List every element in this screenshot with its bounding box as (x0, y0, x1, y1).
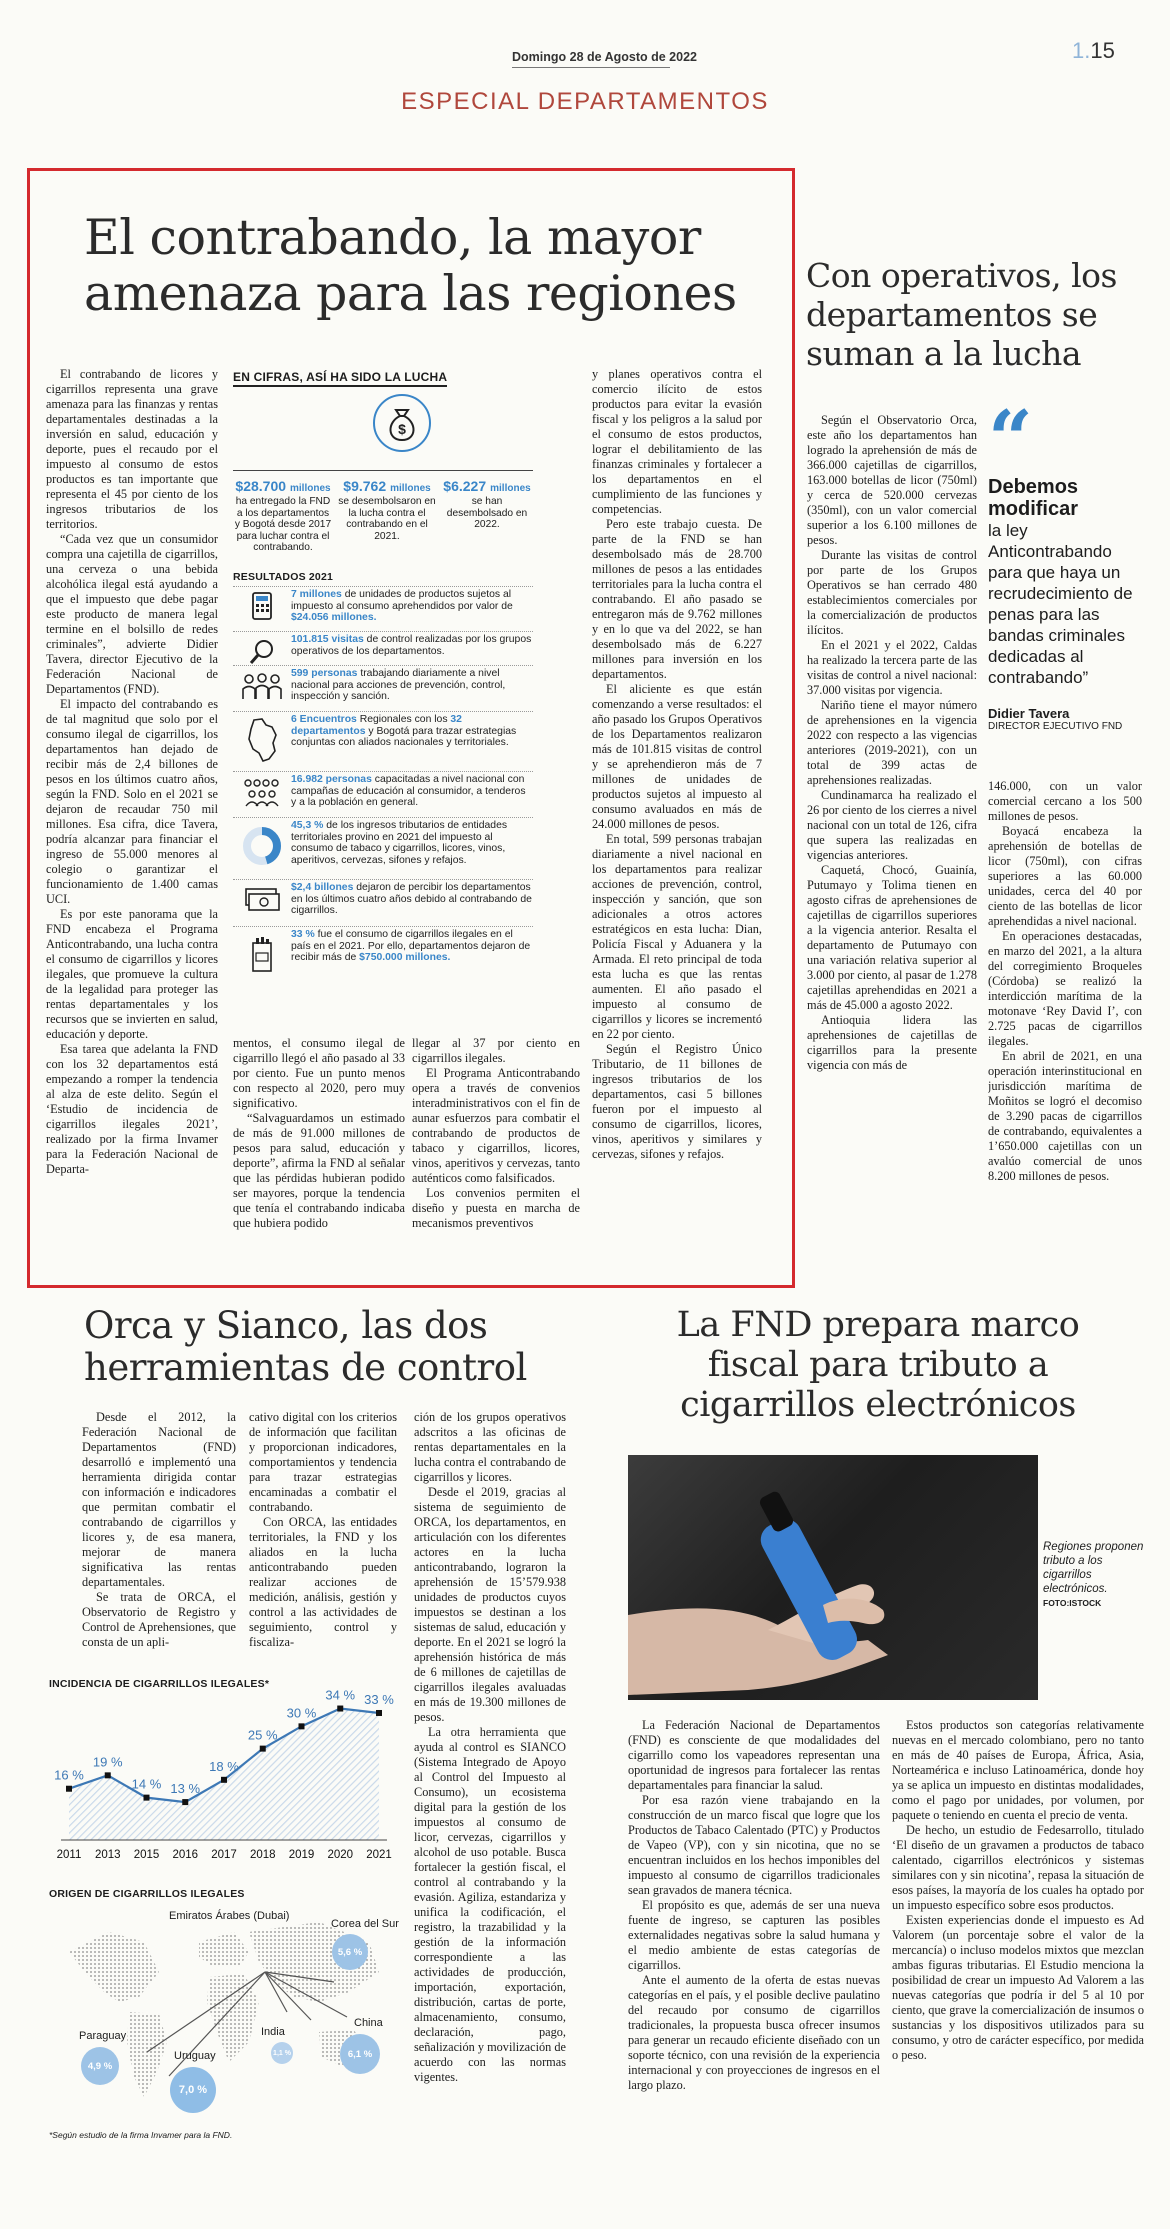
result-text-1 (291, 589, 533, 624)
main-headline-line1: El contrabando, la mayor (84, 209, 701, 266)
main-col1-p5: Esa tarea que adelanta la FND con los 32 departamentos está empezando a romper la tendencia al alza de este delito. Según el ‘Estudio de incidencia de cigarrillos ilegales 2021’, realizado por la firma Invamer para la Federación Nacional de Departa- (46, 1042, 218, 1176)
main-col3-p3: El aliciente es que están comenzando a verse resultados: el año pasado los Grupos Operativos de los Departamentos realizaron más de 101.815 visitas de control y se aprehendieron más de 7 millones de unidades de productos sujetos al impuesto al consumo avaluados en más de 24.000 millones de pesos. (592, 682, 762, 831)
chart-value-label: 34 % (325, 1690, 356, 1703)
orca-headline (84, 1305, 527, 1389)
main-col1-p2: “Cada vez que un consumidor compra una cajetilla de cigarrillos, una cerveza o una bebida alcohólica ilegal está ayudando a que el impuesto que debe pagar este producto de manera legal termine en el bolsillo de redes criminales”, advierte Didier Tavera, director Ejecutivo de la Federación Nacional de Departamentos (FND). (46, 532, 218, 696)
map-bubble-korea: 5,6 % (332, 1934, 368, 1970)
orca-col1-p1: Desde el 2012, la Federación Nacional de Departamentos (FND) desarrolló e implementó una herramienta dirigida contar con información e indicadores que permitan combatir el contrabando de cigarrillos y licores y, de esa manera, mejorar de manera significativa las rentas departamentales. (82, 1410, 236, 1589)
operativos-col1-p6: Caquetá, Chocó, Guainía, Putumayo y Tolima tienen en agosto cifras de aprehensiones de cajetillas de cigarrillos superiores a la vigencia anterior. Resalta el departamento de Putumayo con una variación relativa superior al 3.000 por ciento, al pasar de 1.278 cajetillas aprehendidas en 2021 a más de 45.000 a agosto 2022. (807, 863, 977, 1012)
chart-point (66, 1786, 72, 1792)
chart-point (182, 1799, 188, 1805)
quote-author: Didier Tavera (988, 706, 1070, 721)
photo-caption (1043, 1540, 1153, 1608)
stat-2-unit: millones (390, 483, 431, 494)
map-label-china: China (354, 2017, 383, 2029)
result-body-6: de los ingresos tributarios de entidades territoriales provino en 2021 del impuesto al consumo de tabaco y cigarrillos, licores, vinos, aperitivos, cervezas, sifones y refajos. (291, 820, 508, 866)
stat-2-text: se desembolsaron en la lucha contra el contrabando en el 2021. (338, 496, 436, 542)
main-col1-p4: Es por este panorama que la FND encabeza el Programa Anticontrabando, una lucha contra el consumo de cigarrillos y licores ilegales, que promueve la cultura de la legalidad para proteger las rentas departamentales y los recursos que se invierten en salud, educación y deporte. (46, 907, 218, 1041)
operativos-col2-p3: En operaciones destacadas, en marzo del 2021, a la altura del corregimiento Broqueles (Córdoba) se realizó la interdicción marítima de la motonave ‘Rey David I’, con 2.725 pacas de cigarrillos ilegales. (988, 929, 1142, 1048)
orca-col1-p2: Se trata de ORCA, el Observatorio de Registro y Control de Aprehensiones, que consta de un apli- (82, 1590, 236, 1649)
result-row-4 (233, 711, 533, 766)
chart-point (260, 1746, 266, 1752)
result-body-4: Regionales con los (356, 714, 451, 725)
pull-quote (988, 394, 1138, 732)
operativos-headline-line2: departamentos se (806, 295, 1098, 334)
map-label-uruguay: Uruguay (174, 2050, 216, 2062)
chart-point (337, 1706, 343, 1712)
orca-headline-line2: herramientas de control (84, 1346, 527, 1389)
hand-vape-icon (628, 1455, 1038, 1700)
result-text-3 (291, 668, 533, 703)
chart-tick-label: 2011 (56, 1849, 82, 1861)
result-row-5 (233, 771, 533, 810)
chart-value-label: 16 % (54, 1767, 84, 1783)
crowd-icon (233, 774, 291, 810)
main-col2a-p1: mentos, el consumo ilegal de cigarrillo llegó el año pasado al 33 por ciento. Fue un punto menos con respecto al 2020, pero muy significativo. (233, 1036, 405, 1110)
result-body-3: trabajando diariamente a nivel nacional para acciones de prevención, control, inspección y sanción. (291, 668, 506, 703)
stat-1-num: $28.700 (235, 478, 287, 494)
chart-value-label: 18 % (209, 1758, 239, 1774)
fnd-col1 (628, 1718, 880, 2173)
map-label-uae: Emiratos Árabes (Dubai) (169, 1910, 290, 1922)
result-body-8: fue el consumo de cigarrillos ilegales en el país en el 2021. Por ello, departamentos dejaron de recibir más de (291, 929, 531, 964)
operativos-col2-p1: 146.000, con un valor comercial cercano a los 500 millones de pesos. (988, 779, 1142, 823)
section-title: ESPECIAL DEPARTAMENTOS (401, 88, 769, 115)
result-body-1: de unidades de productos sujetos al impuesto al consumo aprehendidos por valor de (291, 589, 513, 612)
result-hl-3: 599 personas (291, 668, 358, 679)
operativos-headline-line1: Con operativos, los (806, 256, 1117, 295)
main-col3-p2: Pero este trabajo cuesta. De parte de la FND se han desembolsado más de 28.700 millones de pesos a las entidades territoriales para la lucha contra el contrabando. El año pasado se entregaron más de 9.762 millones y en lo que va del 2022, se han desembolsado más de 6.227 millones para inversión en los departamentos. (592, 517, 762, 681)
operativos-col2-p2: Boyacá encabeza la aprehensión de botellas de licor (750ml), con cifras superiores a las 60.000 unidades, cerca del 40 por ciento de las botellas de licor aprehendidas a nivel nacional. (988, 824, 1142, 928)
origin-map (49, 1902, 399, 2112)
fnd-col1-p3: El propósito es que, además de ser una nueva fuente de ingreso, se capturen las posibles externalidades negativas sobre la salud humana y el medio ambiente de estas categorías de cigarrillos. (628, 1898, 880, 1972)
fnd-col1-p1: La Federación Nacional de Departamentos (FND) es consciente de que modalidades del cigarrillo como los vapeadores representan una oportunidad de ingresos para fortalecer las rentas departamentales para financiar la salud. (628, 1718, 880, 1792)
result-row-6 (233, 817, 533, 872)
stat-2-num: $9.762 (343, 478, 387, 494)
operativos-col1-p4: Nariño tiene el mayor número de aprehensiones en la vigencia 2022 con respecto a las vigencias anteriores (2019-2021), con un total de 399 actas de aprehensiones realizadas. (807, 698, 977, 787)
stat-block-2 (337, 478, 437, 542)
fnd-col2-p2: De hecho, un estudio de Fedesarrollo, titulado ‘El diseño de un gravamen a productos de tabaco calentado, cigarrillos electrónicos y sistemas similares con y sin nicotina’, repasa la situación de esos países, la mayoría de los cuales ha optado por un impuesto específico sobre esos productos. (892, 1823, 1144, 1912)
stat-3-text: se han desembolsado en 2022. (446, 496, 528, 531)
orca-col3-p1: ción de los grupos operativos adscritos a las oficinas de rentas departamentales en la lucha contra el contrabando de cigarrillos y licores. (414, 1410, 566, 1484)
money-icon (233, 882, 291, 918)
chart-title: INCIDENCIA DE CIGARRILLOS ILEGALES* (49, 1678, 270, 1690)
operativos-headline-line3: suman a la lucha (806, 334, 1081, 373)
map-footnote: *Según estudio de la firma Invamer para la FND. (49, 2130, 233, 2140)
fnd-col2-p3: Existen experiencias donde el impuesto es Ad Valorem (un porcentaje sobre el valor de la mercancía) o incluso modelos mixtos que mezclan ambas figuras tributarias. El Estudio menciona la posibilidad de crear un impuesto Ad Valorem a las nuevas categorías que podría ir del 5 al 10 por ciento, que grave la comercialización de insumos o sustancias y los dispositivos utilizados para su consumo, y otro de carácter específico, por medida o peso. (892, 1913, 1144, 2062)
fnd-col1-p2: Por esa razón viene trabajando en la construcción de un marco fiscal que logre que los Productos de Tabaco Calentado (PTC) y Productos de Vapeo (VP), con y sin nicotina, que no se encuentran incluidos en los hechos imponibles del impuesto al consumo de cigarrillos tradicionales sean gravados de manera técnica. (628, 1793, 880, 1897)
result-hl2-4: 32 departamentos (291, 714, 462, 737)
main-col3-p4: En total, 599 personas trabajan diariamente a nivel nacional en los departamentos para realizar acciones de prevención, control, inspección y sanción, que son adicionales a otros actores estratégicos en esta lucha: Dian, Policía Fiscal y Aduanera y la Armada. El reto principal de toda esta lucha es que las rentas aumenten. El año pasado el impuesto al consumo de cigarrillos y licores se incrementó en 22 por ciento. (592, 832, 762, 1041)
main-col3-p5: Según el Registro Único Tributario, de 11 billones de ingresos tributarios de los departamentos, casi 5 billones fueron por el impuesto al consumo de cigarrillos, licores, vinos, aperitivos y similares y cervezas, sifones y refajos. (592, 1042, 762, 1161)
operativos-col1-p7: Antioquia lidera las aprehensiones de cajetillas de cigarrillos para la presente vigencia con más de (807, 1013, 977, 1072)
main-headline (84, 210, 737, 322)
result-text-8 (291, 929, 533, 964)
page-number-value: 15 (1090, 38, 1115, 63)
people-icon (233, 668, 291, 704)
main-col2b-p2: El Programa Anticontrabando opera a través de convenios interadministrativos con el fin de aunar esfuerzos para combatir el contrabando de productos de tabaco y cigarrillos, licores, vinos, aperitivos y cervezas, tanto auténticos como falsificados. (412, 1066, 580, 1185)
chart-tick-label: 2015 (133, 1849, 160, 1861)
result-row-7 (233, 879, 533, 918)
fnd-col2 (892, 1718, 1144, 2173)
page-date: Domingo 28 de Agosto de 2022 (512, 50, 697, 64)
main-col3 (592, 367, 762, 1247)
map-bubble-uruguay: 7,0 % (170, 2067, 216, 2113)
fnd-headline-line2: fiscal para tributo a (707, 1345, 1049, 1385)
orca-col2-p2: Con ORCA, las entidades territoriales, la FND y los aliados en la lucha anticontrabando pueden realizar acciones de medición, análisis, gestión y control a las actividades de seguimiento, control y fiscaliza- (249, 1515, 397, 1649)
donut-icon (233, 820, 291, 872)
fnd-col1-p4: Ante el aumento de la oferta de estas nuevas categorías en el país, y el posible declive paulatino del recaudo por consumo de cigarrillos tradicionales, la propuesta busca ofrecer insumos para generar un recaudo eficiente diseñado con un soporte técnico, con una revisión de la experiencia internacional y con proyecciones de ingresos en el largo plazo. (628, 1973, 880, 2092)
map-label-india: India (261, 2026, 285, 2038)
page-prefix: 1. (1072, 38, 1091, 63)
main-col1-p1: El contrabando de licores y cigarrillos representa una grave amenaza para las finanzas y rentas departamentales destinadas a la inversión en salud, educación y deporte, pues el recaudo por el impuesto al consumo de estos productos es tan importante que representa el 45 por ciento de los ingresos tributarios de los territorios. (46, 367, 218, 531)
main-col2b (412, 1036, 580, 1246)
main-col1 (46, 367, 218, 1247)
chart-value-label: 13 % (170, 1781, 201, 1797)
chart-tick-label: 2016 (172, 1849, 199, 1861)
map-label-paraguay: Paraguay (79, 2030, 127, 2042)
result-hl-8: 33 % (291, 929, 315, 940)
quote-mark: “ (988, 394, 1033, 485)
result-hl-1: 7 millones (291, 589, 342, 600)
chart-tick-label: 2021 (366, 1849, 392, 1861)
infographic-title: EN CIFRAS, ASÍ HA SIDO LA LUCHA (233, 370, 447, 387)
operativos-col1-p1: Según el Observatorio Orca, este año los departamentos han logrado la aprehensión de más de 366.000 cajetillas de cigarrillos, 163.000 botellas de licor (750ml) y cerca de 520.000 cervezas (350ml), con un valor comercial superior a los 6.100 millones de pesos. (807, 413, 977, 547)
operativos-col2-p4: En abril de 2021, en una operación interinstitucional en jurisdicción marítima de Moñitos se logró el decomiso de 3.290 pacas de cigarrillos de contrabando, equivalentes a 1’650.000 cajetillas con un avalúo comercial de unos 8.200 millones de pesos. (988, 1049, 1142, 1183)
chart-value-label: 30 % (286, 1705, 317, 1721)
operativos-col1 (807, 413, 977, 1263)
date-rule (512, 67, 670, 68)
chart-tick-label: 2017 (211, 1849, 237, 1861)
map-label-korea: Corea del Sur (331, 1918, 399, 1930)
fnd-headline (628, 1305, 1128, 1425)
result-row-1 (233, 586, 533, 625)
chart-point (144, 1795, 150, 1801)
page-number (1072, 38, 1115, 64)
chart-tick-label: 2018 (249, 1849, 276, 1861)
result-body2-4: y Bogotá para trazar estrategias conjuntas con aliados nacionales y territoriales. (291, 725, 517, 749)
result-hl-4: 6 Encuentros (291, 714, 357, 725)
result-text-2 (291, 634, 533, 657)
orca-col3-p3: La otra herramienta que ayuda al control es SIANCO (Sistema Integrado de Apoyo al Control del Impuesto al Consumo), un ecosistema digital para la gestión de los impuestos al consumo de licor, cervezas, cigarrillos y alcohol de uso potable. Busca fortalecer la gestión fiscal, el control al contrabando y la evasión. Agiliza, estandariza y unifica la codificación, el registro, la trazabilidad y la gestión de la información correspondiente a las actividades de producción, importación, exportación, distribución, cartas de porte, almacenamiento, consumo, declaración, pago, señalización y movilización de acuerdo con las normas vigentes. (414, 1725, 566, 2084)
chart-tick-label: 2020 (327, 1849, 354, 1861)
orca-col1 (82, 1410, 236, 1675)
chart-point (105, 1772, 111, 1778)
result-hl2-8: $750.000 millones. (359, 952, 451, 964)
fnd-headline-line1: La FND prepara marco (676, 1305, 1080, 1345)
svg-text:$: $ (398, 421, 406, 437)
results-title: RESULTADOS 2021 (233, 571, 334, 583)
result-hl-5: 16.982 personas (291, 774, 372, 785)
photo-credit: FOTO:ISTOCK (1043, 1598, 1102, 1608)
result-body-2: de control realizadas por los grupos operativos de los departamentos. (291, 634, 532, 657)
chart-value-label: 19 % (92, 1754, 123, 1770)
chart-area (69, 1709, 379, 1840)
result-text-5 (291, 774, 533, 809)
result-text-7 (291, 882, 533, 917)
quote-text: la ley Anticontrabando para que haya un recrudecimiento de penas para las bandas criminales dedicadas al contrabando” (988, 521, 1133, 687)
result-body-5: capacitadas a nivel nacional con campañas de educación al consumidor, a tenderos y a la población en general. (291, 774, 526, 809)
orca-col3-p2: Desde el 2019, gracias al sistema de seguimiento de ORCA, los departamentos, en articulación con los diferentes actores en la lucha anticontrabando, lograron la aprehensión de 15’579.938 unidades de productos cuyos impuestos se destinan a los sistemas de salud, educación y deporte. En el 2021 se logró la aprehensión histórica de más de 6 millones de cajetillas de cigarrillos ilegales avaluadas en más de 19.300 millones de pesos. (414, 1485, 566, 1724)
main-col3-p1: y planes operativos contra el comercio ilícito de estos productos para evitar la evasión fiscal y los peligros a la salud por el consumo de estos productos, lograr el debilitamiento de las finanzas criminales y fortalecer a los departamentos en el cumplimiento de las funciones y competencias. (592, 367, 762, 516)
orca-headline-line1: Orca y Sianco, las dos (84, 1304, 488, 1347)
map-title: ORIGEN DE CIGARRILLOS ILEGALES (49, 1888, 245, 1900)
orca-col2 (249, 1410, 397, 1675)
chart-tick-label: 2019 (288, 1849, 315, 1861)
infographic (233, 368, 533, 1068)
stats-rule (233, 470, 533, 471)
calculator-icon (233, 589, 291, 625)
chart-point (376, 1710, 382, 1716)
map-bubble-paraguay: 4,9 % (81, 2047, 119, 2085)
result-row-3 (233, 665, 533, 704)
result-hl-6: 45,3 % (291, 820, 324, 831)
main-col2b-p3: Los convenios permiten el diseño y puesta en marcha de mecanismos preventivos (412, 1186, 580, 1230)
operativos-headline (806, 256, 1117, 373)
main-col2a (233, 1036, 405, 1246)
stat-1-text: ha entregado la FND a los departamentos y Bogotá desde 2017 para luchar contra el contrabando. (234, 496, 332, 554)
operativos-col1-p2: Durante las visitas de control por parte de los Grupos Operativos se han cerrado 480 establecimientos comerciales por la comercialización de productos ilícitos. (807, 548, 977, 637)
chart-tick-label: 2013 (94, 1849, 121, 1861)
orca-col3 (414, 1410, 566, 2185)
main-col1-p3: El impacto del contrabando es de tal magnitud que solo por el consumo ilegal de cigarrillos, los departamentos han dejado de recibir más de 2,4 billones de pesos en los últimos cuatro años, según la FND. Solo en el 2021 se dejaron de recaudar 750 mil millones. Esa cifra, dice Tavera, podría alcanzar para financiar el ingreso de 55.000 menores al colegio o garantizar el funcionamiento de 1.400 camas UCI. (46, 697, 218, 906)
result-hl-2: 101.815 visitas (291, 634, 364, 645)
chart-value-label: 33 % (364, 1691, 394, 1707)
fnd-col2-p1: Estos productos son categorías relativamente nuevas en el mercado colombiano, pero no tanto en más de 40 países de Europa, África, Asia, Norteamérica e incluso Latinoamérica, donde hoy ya se aplica un impuesto en distintas modalidades, como el pago por unidades, por volumen, por paquete o teniendo en cuenta el precio de venta. (892, 1718, 1144, 1822)
main-headline-line2: amenaza para las regiones (84, 265, 737, 322)
main-col2b-p1: llegar al 37 por ciento en cigarrillos ilegales. (412, 1036, 580, 1065)
quote-bold: Debemos modificar (988, 476, 1079, 520)
result-row-8 (233, 926, 533, 981)
moneybag-icon (373, 394, 431, 452)
vape-photo (628, 1455, 1038, 1700)
cigarette-pack-icon (233, 929, 291, 981)
result-body-7: dejaron de percibir los departamentos en los últimos cuatro años debido al contrabando de cigarrillos. (291, 882, 532, 917)
stat-3-unit: millones (490, 483, 531, 494)
chart-point (221, 1777, 227, 1783)
stat-block-3 (441, 478, 533, 531)
photo-caption-text: Regiones proponen tributo a los cigarrillos electrónicos. (1043, 1541, 1144, 1595)
operativos-col2 (988, 779, 1142, 1239)
chart-value-label: 14 % (131, 1776, 162, 1792)
stat-3-num: $6.227 (443, 478, 487, 494)
main-col2a-p2: “Salvaguardamos un estimado de más de 91.000 millones de pesos para salud, educación y deporte”, afirma la FND al señalar que las pérdidas hubieran podido ser mayores, porque la tendencia que tenía el contrabando indicaba que hubiera podido (233, 1111, 405, 1230)
result-hl2-1: $24.056 millones. (291, 612, 377, 624)
result-hl-7: $2,4 billones (291, 882, 354, 893)
operativos-col1-p3: En el 2021 y el 2022, Caldas ha realizado la tercera parte de las visitas de control a nivel nacional: 37.000 visitas por vigencia. (807, 638, 977, 697)
chart-value-label: 25 % (247, 1727, 278, 1743)
stat-1-unit: millones (290, 483, 331, 494)
stat-block-1 (233, 478, 333, 554)
orca-col2-p1: cativo digital con los criterios de información que facilitan y proporcionan indicadores, comportamientos y tendencia para trazar estrategias encaminadas a combatir el contrabando. (249, 1410, 397, 1514)
operativos-col1-p5: Cundinamarca ha realizado el 26 por ciento de los cierres a nivel nacional con un total de 126, cifra que supera las realizadas en vigencias anteriores. (807, 788, 977, 862)
quote-role: DIRECTOR EJECUTIVO FND (988, 721, 1123, 732)
map-bubble-china: 6,1 % (340, 2034, 380, 2074)
result-text-4 (291, 714, 533, 749)
incidence-chart (49, 1690, 399, 1870)
result-text-6 (291, 820, 533, 866)
fnd-headline-line3: cigarrillos electrónicos (680, 1385, 1076, 1425)
map-icon (233, 714, 291, 766)
map-bubble-india: 1,1 % (271, 2042, 293, 2064)
chart-point (299, 1723, 305, 1729)
